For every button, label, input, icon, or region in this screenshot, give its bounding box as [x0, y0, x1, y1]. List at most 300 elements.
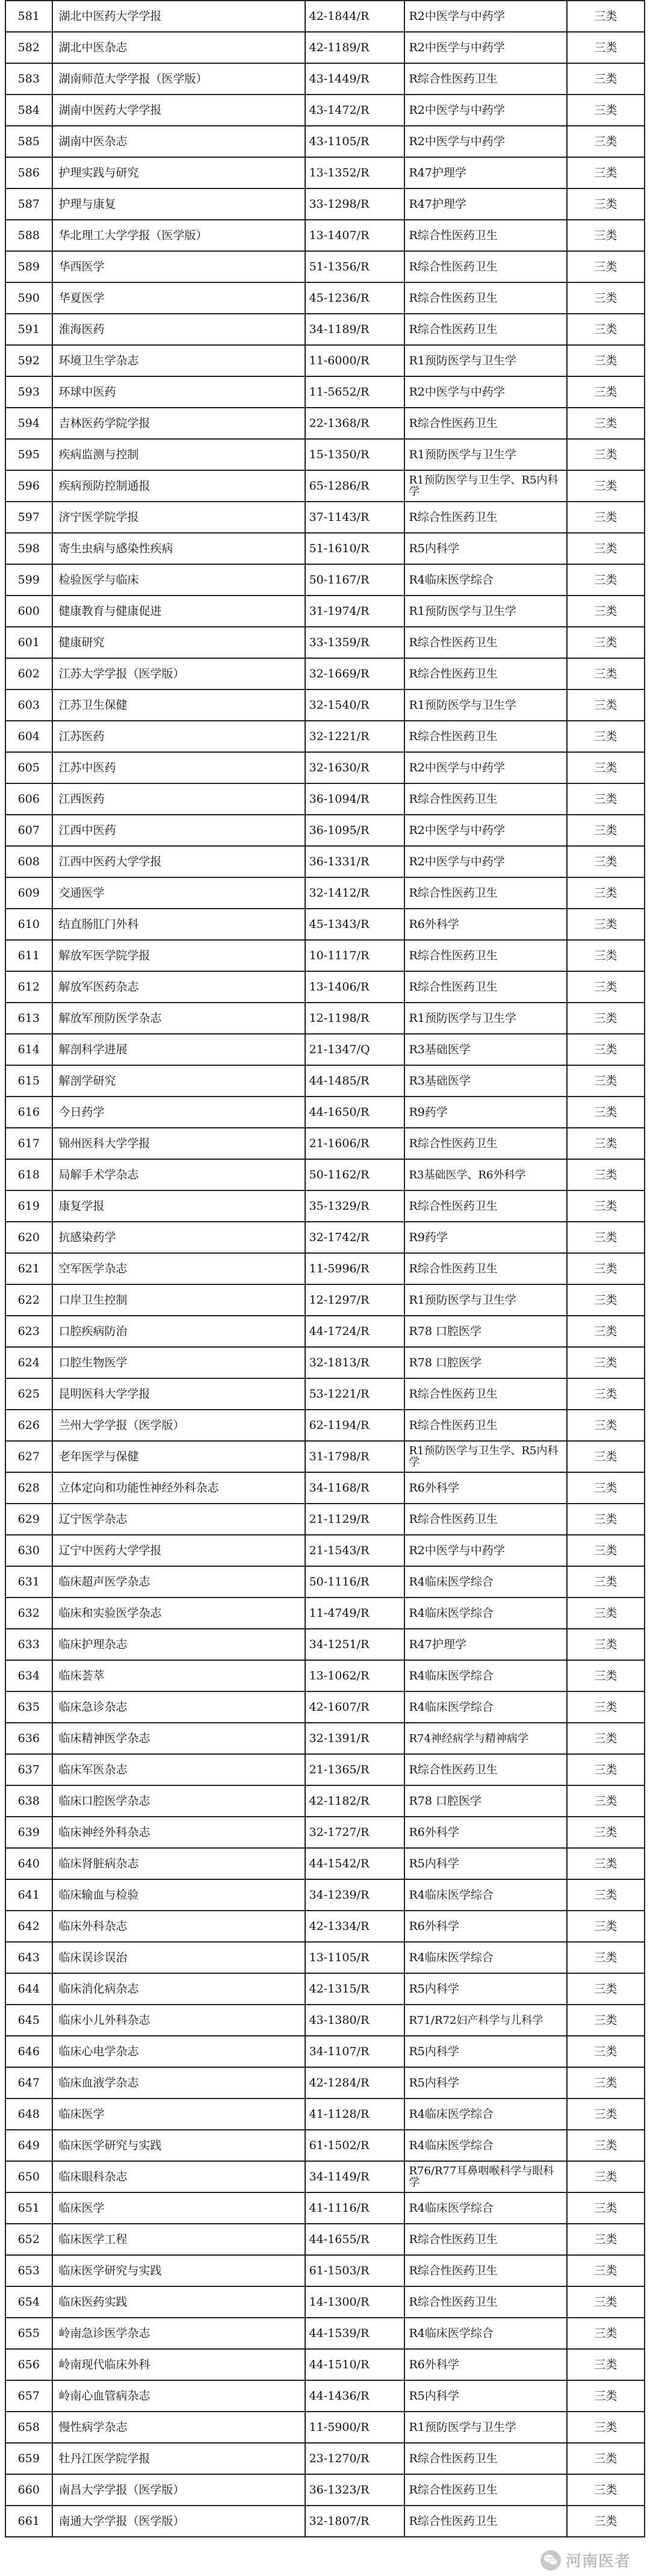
grade: 三类 — [567, 220, 645, 251]
row-number: 587 — [5, 188, 52, 220]
journal-name: 临床荟萃 — [52, 1660, 305, 1691]
journal-name: 辽宁中医药大学学报 — [52, 1535, 305, 1566]
subject-category: R综合性医药卫生 — [404, 2286, 566, 2318]
subject-category: R9药学 — [404, 1222, 566, 1253]
row-number: 661 — [5, 2506, 52, 2537]
table-row — [5, 408, 645, 439]
row-number: 608 — [5, 846, 52, 877]
table-row — [5, 1284, 645, 1316]
journal-name: 临床误诊误治 — [52, 1942, 305, 1973]
issn-code: 36-1331/R — [305, 846, 405, 877]
journal-name: 湖南师范大学学报（医学版） — [52, 63, 305, 95]
row-number: 615 — [5, 1065, 52, 1097]
row-number: 626 — [5, 1410, 52, 1441]
journal-name: 口岸卫生控制 — [52, 1284, 305, 1316]
issn-code: 34-1189/R — [305, 314, 405, 345]
grade: 三类 — [567, 408, 645, 439]
journal-name: 临床血液学杂志 — [52, 2067, 305, 2098]
issn-code: 21-1606/R — [305, 1128, 405, 1159]
grade: 三类 — [567, 877, 645, 909]
row-number: 581 — [5, 1, 52, 32]
table-row — [5, 533, 645, 564]
issn-code: 37-1143/R — [305, 502, 405, 533]
issn-code: 22-1368/R — [305, 408, 405, 439]
table-row — [5, 1817, 645, 1848]
grade: 三类 — [567, 1378, 645, 1410]
row-number: 619 — [5, 1190, 52, 1222]
subject-category: R78 口腔医学 — [404, 1347, 566, 1378]
row-number: 605 — [5, 752, 52, 783]
wechat-icon — [540, 2550, 561, 2571]
table-row — [5, 1253, 645, 1284]
journal-name: 辽宁医学杂志 — [52, 1504, 305, 1535]
grade: 三类 — [567, 2224, 645, 2255]
subject-category: R综合性医药卫生 — [404, 2224, 566, 2255]
journal-name: 吉林医药学院学报 — [52, 408, 305, 439]
grade: 三类 — [567, 1660, 645, 1691]
grade: 三类 — [567, 1034, 645, 1065]
grade: 三类 — [567, 2506, 645, 2537]
subject-category: R2中医学与中药学 — [404, 752, 566, 783]
issn-code: 32-1540/R — [305, 689, 405, 721]
table-row — [5, 752, 645, 783]
row-number: 601 — [5, 627, 52, 658]
issn-code: 36-1323/R — [305, 2474, 405, 2506]
issn-code: 14-1300/R — [305, 2286, 405, 2318]
grade: 三类 — [567, 564, 645, 596]
issn-code: 21-1543/R — [305, 1535, 405, 1566]
row-number: 627 — [5, 1441, 52, 1472]
row-number: 641 — [5, 1879, 52, 1911]
grade: 三类 — [567, 1284, 645, 1316]
table-row — [5, 658, 645, 689]
row-number: 594 — [5, 408, 52, 439]
subject-category: R综合性医药卫生 — [404, 2443, 566, 2474]
subject-category: R综合性医药卫生 — [404, 940, 566, 971]
row-number: 620 — [5, 1222, 52, 1253]
issn-code: 21-1365/R — [305, 1754, 405, 1785]
subject-category: R4临床医学综合 — [404, 1660, 566, 1691]
table-row — [5, 2067, 645, 2098]
issn-code: 11-5900/R — [305, 2412, 405, 2443]
journal-name: 寄生虫病与感染性疾病 — [52, 533, 305, 564]
table-row — [5, 1159, 645, 1190]
issn-code: 53-1221/R — [305, 1378, 405, 1410]
grade: 三类 — [567, 1410, 645, 1441]
issn-code: 13-1407/R — [305, 220, 405, 251]
table-row — [5, 1378, 645, 1410]
journal-name: 江苏中医药 — [52, 752, 305, 783]
watermark — [540, 2549, 631, 2571]
subject-category: R1预防医学与卫生学、R5内科学 — [404, 1441, 566, 1472]
grade: 三类 — [567, 1785, 645, 1817]
table-row — [5, 1, 645, 32]
row-number: 595 — [5, 439, 52, 470]
grade: 三类 — [567, 1, 645, 32]
grade: 三类 — [567, 1222, 645, 1253]
issn-code: 43-1472/R — [305, 95, 405, 126]
table-row — [5, 126, 645, 157]
grade: 三类 — [567, 815, 645, 846]
issn-code: 44-1510/R — [305, 2349, 405, 2380]
table-row — [5, 1911, 645, 1942]
issn-code: 11-5996/R — [305, 1253, 405, 1284]
table-row — [5, 1472, 645, 1504]
row-number: 637 — [5, 1754, 52, 1785]
subject-category: R1预防医学与卫生学 — [404, 689, 566, 721]
journal-name: 临床肾脏病杂志 — [52, 1848, 305, 1879]
journal-name: 健康研究 — [52, 627, 305, 658]
subject-category: R47护理学 — [404, 157, 566, 188]
journal-name: 南昌大学学报（医学版） — [52, 2474, 305, 2506]
table-row — [5, 1691, 645, 1723]
grade: 三类 — [567, 1598, 645, 1629]
issn-code: 10-1117/R — [305, 940, 405, 971]
table-row — [5, 1973, 645, 2005]
subject-category: R1预防医学与卫生学 — [404, 596, 566, 627]
table-row — [5, 1128, 645, 1159]
row-number: 633 — [5, 1629, 52, 1660]
subject-category: R6外科学 — [404, 1817, 566, 1848]
table-row — [5, 1942, 645, 1973]
issn-code: 50-1116/R — [305, 1566, 405, 1598]
row-number: 609 — [5, 877, 52, 909]
grade: 三类 — [567, 1347, 645, 1378]
table-row — [5, 971, 645, 1003]
table-row — [5, 2349, 645, 2380]
issn-code: 32-1669/R — [305, 658, 405, 689]
subject-category: R综合性医药卫生 — [404, 251, 566, 282]
row-number: 598 — [5, 533, 52, 564]
row-number: 602 — [5, 658, 52, 689]
issn-code: 31-1974/R — [305, 596, 405, 627]
subject-category: R综合性医药卫生 — [404, 1754, 566, 1785]
issn-code: 41-1128/R — [305, 2098, 405, 2130]
table-row — [5, 2443, 645, 2474]
table-row — [5, 2506, 645, 2537]
issn-code: 43-1380/R — [305, 2005, 405, 2036]
subject-category: R综合性医药卫生 — [404, 220, 566, 251]
grade: 三类 — [567, 32, 645, 63]
grade: 三类 — [567, 1128, 645, 1159]
subject-category: R综合性医药卫生 — [404, 2506, 566, 2537]
table-row — [5, 1660, 645, 1691]
issn-code: 36-1095/R — [305, 815, 405, 846]
table-row — [5, 2318, 645, 2349]
journal-name: 健康教育与健康促进 — [52, 596, 305, 627]
issn-code: 44-1539/R — [305, 2318, 405, 2349]
subject-category: R5内科学 — [404, 2380, 566, 2412]
journal-name: 解剖科学进展 — [52, 1034, 305, 1065]
table-row — [5, 2286, 645, 2318]
subject-category: R综合性医药卫生 — [404, 1378, 566, 1410]
subject-category: R2中医学与中药学 — [404, 126, 566, 157]
issn-code: 42-1284/R — [305, 2067, 405, 2098]
row-number: 622 — [5, 1284, 52, 1316]
issn-code: 23-1270/R — [305, 2443, 405, 2474]
table-row — [5, 846, 645, 877]
grade: 三类 — [567, 2443, 645, 2474]
table-row — [5, 1879, 645, 1911]
grade: 三类 — [567, 2318, 645, 2349]
journal-name: 岭南心血管病杂志 — [52, 2380, 305, 2412]
subject-category: R1预防医学与卫生学、R5内科学 — [404, 470, 566, 502]
journal-name: 临床医学 — [52, 2098, 305, 2130]
issn-code: 33-1298/R — [305, 188, 405, 220]
grade: 三类 — [567, 1942, 645, 1973]
grade: 三类 — [567, 2474, 645, 2506]
subject-category: R1预防医学与卫生学 — [404, 1003, 566, 1034]
issn-code: 34-1239/R — [305, 1879, 405, 1911]
row-number: 651 — [5, 2192, 52, 2224]
issn-code: 13-1105/R — [305, 1942, 405, 1973]
issn-code: 32-1412/R — [305, 877, 405, 909]
subject-category: R综合性医药卫生 — [404, 1504, 566, 1535]
table-row — [5, 314, 645, 345]
subject-category: R4临床医学综合 — [404, 2318, 566, 2349]
row-number: 606 — [5, 783, 52, 815]
subject-category: R综合性医药卫生 — [404, 1190, 566, 1222]
row-number: 600 — [5, 596, 52, 627]
subject-category: R4临床医学综合 — [404, 1942, 566, 1973]
subject-category: R71/R72妇产科学与儿科学 — [404, 2005, 566, 2036]
table-row — [5, 2005, 645, 2036]
row-number: 583 — [5, 63, 52, 95]
grade: 三类 — [567, 1504, 645, 1535]
journal-name: 江西中医药 — [52, 815, 305, 846]
journal-name: 立体定向和功能性神经外科杂志 — [52, 1472, 305, 1504]
row-number: 653 — [5, 2255, 52, 2286]
table-row — [5, 1723, 645, 1754]
row-number: 654 — [5, 2286, 52, 2318]
journal-name: 临床外科杂志 — [52, 1911, 305, 1942]
subject-category: R5内科学 — [404, 2036, 566, 2067]
issn-code: 15-1350/R — [305, 439, 405, 470]
table-row — [5, 2130, 645, 2161]
subject-category: R综合性医药卫生 — [404, 1253, 566, 1284]
subject-category: R3基础医学 — [404, 1034, 566, 1065]
journal-name: 临床神经外科杂志 — [52, 1817, 305, 1848]
journal-name: 局解手术学杂志 — [52, 1159, 305, 1190]
row-number: 642 — [5, 1911, 52, 1942]
issn-code: 34-1168/R — [305, 1472, 405, 1504]
issn-code: 50-1162/R — [305, 1159, 405, 1190]
row-number: 652 — [5, 2224, 52, 2255]
issn-code: 51-1356/R — [305, 251, 405, 282]
table-row — [5, 1316, 645, 1347]
subject-category: R4临床医学综合 — [404, 1691, 566, 1723]
journal-name: 华西医学 — [52, 251, 305, 282]
grade: 三类 — [567, 721, 645, 752]
journal-name: 康复学报 — [52, 1190, 305, 1222]
journal-name: 疾病预防控制通报 — [52, 470, 305, 502]
table-row — [5, 783, 645, 815]
issn-code: 35-1329/R — [305, 1190, 405, 1222]
row-number: 593 — [5, 376, 52, 408]
journal-name: 牡丹江医学院学报 — [52, 2443, 305, 2474]
grade: 三类 — [567, 2130, 645, 2161]
grade: 三类 — [567, 376, 645, 408]
row-number: 655 — [5, 2318, 52, 2349]
journal-name: 解放军医学院学报 — [52, 940, 305, 971]
row-number: 631 — [5, 1566, 52, 1598]
journal-name: 临床口腔医学杂志 — [52, 1785, 305, 1817]
row-number: 621 — [5, 1253, 52, 1284]
journal-name: 济宁医学院学报 — [52, 502, 305, 533]
issn-code: 32-1813/R — [305, 1347, 405, 1378]
table-row — [5, 627, 645, 658]
row-number: 612 — [5, 971, 52, 1003]
journal-name: 今日药学 — [52, 1097, 305, 1128]
subject-category: R4临床医学综合 — [404, 564, 566, 596]
issn-code: 32-1630/R — [305, 752, 405, 783]
journal-name: 老年医学与保健 — [52, 1441, 305, 1472]
row-number: 635 — [5, 1691, 52, 1723]
table-row — [5, 345, 645, 376]
row-number: 658 — [5, 2412, 52, 2443]
subject-category: R综合性医药卫生 — [404, 63, 566, 95]
issn-code: 42-1844/R — [305, 1, 405, 32]
table-row — [5, 1190, 645, 1222]
subject-category: R综合性医药卫生 — [404, 721, 566, 752]
grade: 三类 — [567, 2036, 645, 2067]
grade: 三类 — [567, 470, 645, 502]
table-row — [5, 1848, 645, 1879]
subject-category: R2中医学与中药学 — [404, 32, 566, 63]
subject-category: R5内科学 — [404, 1848, 566, 1879]
grade: 三类 — [567, 251, 645, 282]
subject-category: R4临床医学综合 — [404, 2130, 566, 2161]
subject-category: R4临床医学综合 — [404, 2098, 566, 2130]
subject-category: R6外科学 — [404, 1472, 566, 1504]
row-number: 617 — [5, 1128, 52, 1159]
row-number: 611 — [5, 940, 52, 971]
grade: 三类 — [567, 126, 645, 157]
issn-code: 44-1655/R — [305, 2224, 405, 2255]
table-row — [5, 2192, 645, 2224]
table-row — [5, 1003, 645, 1034]
row-number: 610 — [5, 909, 52, 940]
journal-name: 临床急诊杂志 — [52, 1691, 305, 1723]
table-row — [5, 1629, 645, 1660]
journal-name: 锦州医科大学学报 — [52, 1128, 305, 1159]
row-number: 614 — [5, 1034, 52, 1065]
journal-name: 临床军医杂志 — [52, 1754, 305, 1785]
grade: 三类 — [567, 1691, 645, 1723]
grade: 三类 — [567, 1879, 645, 1911]
grade: 三类 — [567, 1754, 645, 1785]
subject-category: R综合性医药卫生 — [404, 282, 566, 314]
subject-category: R2中医学与中药学 — [404, 815, 566, 846]
row-number: 603 — [5, 689, 52, 721]
grade: 三类 — [567, 1817, 645, 1848]
subject-category: R3基础医学、R6外科学 — [404, 1159, 566, 1190]
journal-name: 口腔生物医学 — [52, 1347, 305, 1378]
issn-code: 42-1607/R — [305, 1691, 405, 1723]
issn-code: 21-1129/R — [305, 1504, 405, 1535]
journal-name: 临床护理杂志 — [52, 1629, 305, 1660]
journal-name: 慢性病学杂志 — [52, 2412, 305, 2443]
grade: 三类 — [567, 783, 645, 815]
grade: 三类 — [567, 2161, 645, 2192]
grade: 三类 — [567, 533, 645, 564]
issn-code: 32-1391/R — [305, 1723, 405, 1754]
row-number: 636 — [5, 1723, 52, 1754]
journal-name: 淮海医药 — [52, 314, 305, 345]
journal-name: 环境卫生学杂志 — [52, 345, 305, 376]
subject-category: R1预防医学与卫生学 — [404, 439, 566, 470]
issn-code: 13-1062/R — [305, 1660, 405, 1691]
subject-category: R综合性医药卫生 — [404, 627, 566, 658]
subject-category: R综合性医药卫生 — [404, 1128, 566, 1159]
grade: 三类 — [567, 1723, 645, 1754]
row-number: 638 — [5, 1785, 52, 1817]
subject-category: R1预防医学与卫生学 — [404, 345, 566, 376]
row-number: 613 — [5, 1003, 52, 1034]
row-number: 656 — [5, 2349, 52, 2380]
subject-category: R47护理学 — [404, 188, 566, 220]
subject-category: R47护理学 — [404, 1629, 566, 1660]
issn-code: 32-1807/R — [305, 2506, 405, 2537]
journal-name: 岭南急诊医学杂志 — [52, 2318, 305, 2349]
row-number: 623 — [5, 1316, 52, 1347]
table-row — [5, 2036, 645, 2067]
journal-name: 华夏医学 — [52, 282, 305, 314]
journal-name: 湖北中医药大学学报 — [52, 1, 305, 32]
issn-code: 42-1189/R — [305, 32, 405, 63]
grade: 三类 — [567, 846, 645, 877]
issn-code: 44-1650/R — [305, 1097, 405, 1128]
journal-table-container — [5, 0, 645, 2537]
row-number: 647 — [5, 2067, 52, 2098]
journal-name: 岭南现代临床外科 — [52, 2349, 305, 2380]
journal-name: 江苏大学学报（医学版） — [52, 658, 305, 689]
issn-code: 11-6000/R — [305, 345, 405, 376]
table-row — [5, 2474, 645, 2506]
row-number: 659 — [5, 2443, 52, 2474]
grade: 三类 — [567, 596, 645, 627]
grade: 三类 — [567, 1911, 645, 1942]
journal-name: 解放军医药杂志 — [52, 971, 305, 1003]
journal-name: 环球中医药 — [52, 376, 305, 408]
table-row — [5, 1535, 645, 1566]
journal-name: 临床医学 — [52, 2192, 305, 2224]
table-row — [5, 1598, 645, 1629]
journal-name: 临床医学研究与实践 — [52, 2130, 305, 2161]
issn-code: 44-1542/R — [305, 1848, 405, 1879]
grade: 三类 — [567, 2098, 645, 2130]
row-number: 624 — [5, 1347, 52, 1378]
row-number: 582 — [5, 32, 52, 63]
row-number: 657 — [5, 2380, 52, 2412]
subject-category: R6外科学 — [404, 909, 566, 940]
issn-code: 13-1406/R — [305, 971, 405, 1003]
journal-name: 临床小儿外科杂志 — [52, 2005, 305, 2036]
grade: 三类 — [567, 909, 645, 940]
issn-code: 32-1727/R — [305, 1817, 405, 1848]
journal-name: 华北理工大学学报（医学版） — [52, 220, 305, 251]
issn-code: 13-1352/R — [305, 157, 405, 188]
grade: 三类 — [567, 971, 645, 1003]
journal-name: 疾病监测与控制 — [52, 439, 305, 470]
row-number: 597 — [5, 502, 52, 533]
subject-category: R综合性医药卫生 — [404, 408, 566, 439]
grade: 三类 — [567, 1316, 645, 1347]
table-row — [5, 63, 645, 95]
row-number: 644 — [5, 1973, 52, 2005]
subject-category: R1预防医学与卫生学 — [404, 2412, 566, 2443]
issn-code: 12-1198/R — [305, 1003, 405, 1034]
